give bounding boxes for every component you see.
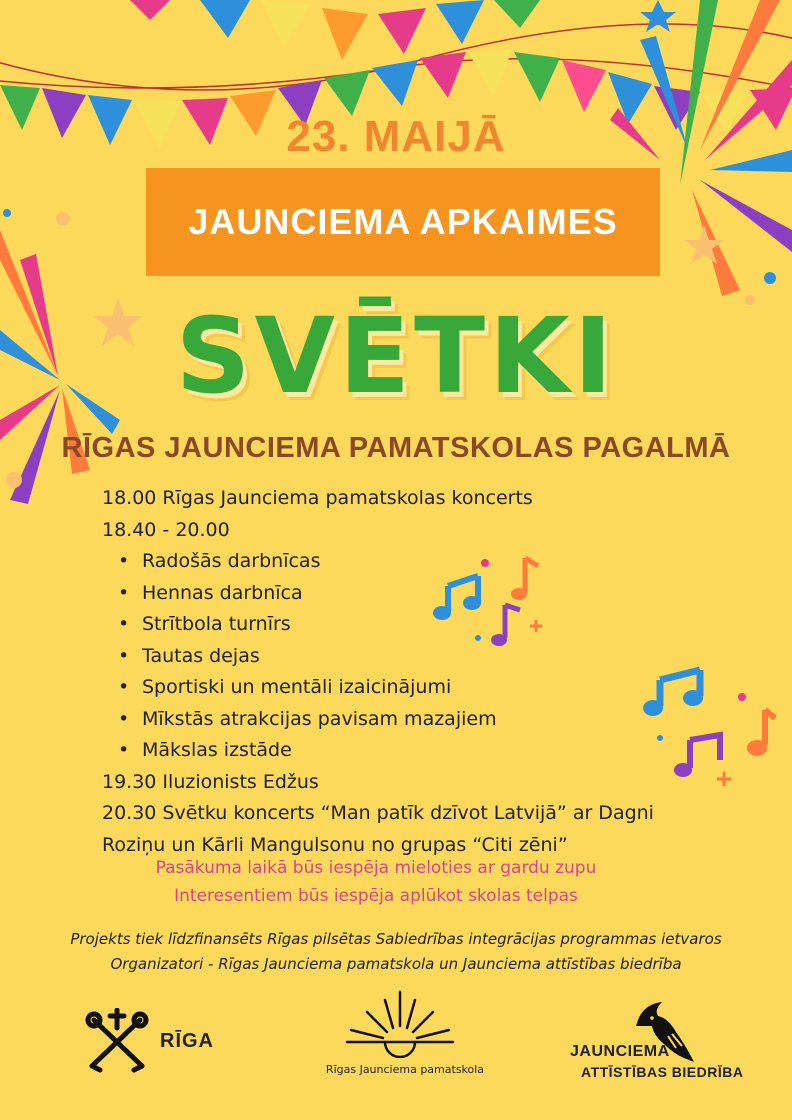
- list-item: • Radošās darbnīcas: [142, 546, 722, 578]
- list-item: • Hennas darbnīca: [142, 578, 722, 610]
- event-location: RĪGAS JAUNCIEMA PAMATSKOLAS PAGALMĀ: [61, 432, 731, 464]
- key-cross-emblem-icon: [82, 1008, 152, 1074]
- program-schedule: [102, 483, 722, 861]
- list-item: • Tautas dejas: [142, 641, 722, 673]
- banner: [146, 168, 660, 276]
- program-line: 18.40 - 20.00: [102, 518, 230, 541]
- sunrise-emblem-icon: [345, 990, 455, 1058]
- list-item: • Mākslas izstāde: [142, 735, 722, 767]
- note-tour: Interesentiem būs iespēja aplūkot skolas telpas: [174, 886, 578, 906]
- event-title: SVĒTKI: [175, 295, 617, 417]
- association-logo-line2: ATTĪSTĪBAS BIEDRĪBA: [581, 1064, 744, 1080]
- star-icon: [640, 0, 676, 32]
- program-line: 18.00 Rīgas Jaunciema pamatskolas koncerts: [102, 487, 533, 509]
- organizers-note: Organizatori - Rīgas Jaunciema pamatskola un Jaunciema attīstības biedrība: [110, 955, 682, 973]
- association-logo-line1: JAUNCIEMA: [570, 1043, 670, 1060]
- school-logo-text: Rīgas Jaunciema pamatskola: [325, 1063, 485, 1076]
- activity-list: [102, 546, 722, 767]
- banner-text: JAUNCIEMA APKAIMES: [188, 201, 618, 242]
- riga-logo-text: RĪGA: [160, 1030, 214, 1052]
- funding-note: Projekts tiek līdzfinansēts Rīgas pilsētas Sabiedrības integrācijas programmas ietvaros: [70, 930, 722, 948]
- note-soup: Pasākuma laikā būs iespēja mieloties ar gardu zupu: [155, 858, 597, 878]
- list-item: • Mīkstās atrakcijas pavisam mazajiem: [142, 704, 722, 736]
- list-item: • Strītbola turnīrs: [142, 609, 722, 641]
- list-item: • Sportiski un mentāli izaicinājumi: [142, 672, 722, 704]
- program-line: 20.30 Svētku koncerts “Man patīk dzīvot Latvijā” ar Dagni: [102, 802, 654, 824]
- program-line: 19.30 Iluzionists Edžus: [102, 770, 319, 793]
- program-line: Roziņu un Kārli Mangulsonu no grupas “Citi zēni”: [102, 833, 568, 856]
- event-date: 23. MAIJĀ: [286, 112, 506, 161]
